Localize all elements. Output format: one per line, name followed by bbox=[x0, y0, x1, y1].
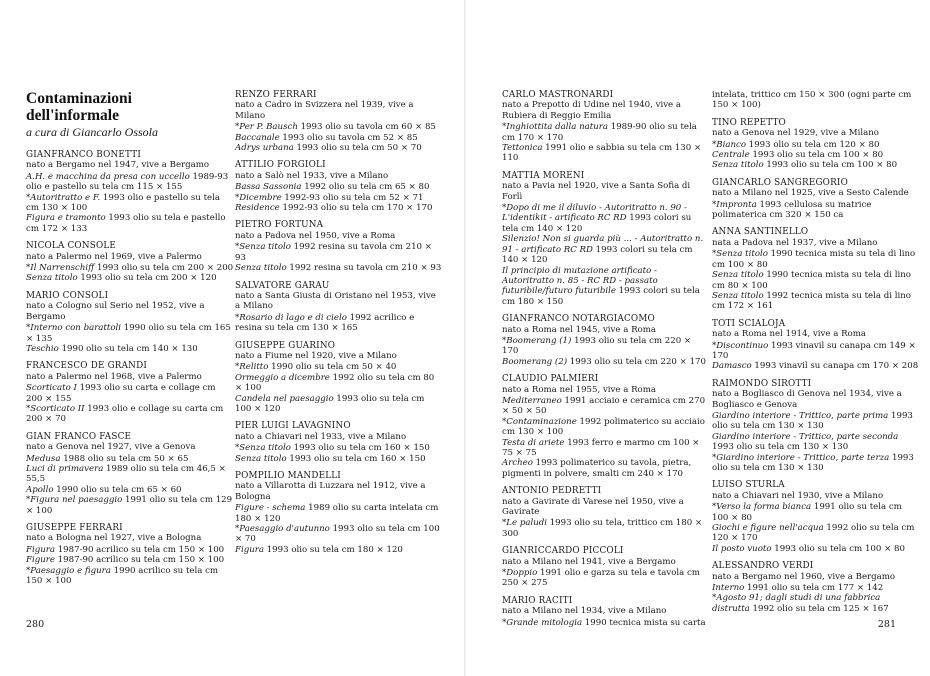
artist-name: MARIO CONSOLI bbox=[26, 290, 109, 301]
artwork-title: *Giardino interiore - Trittico, parte terza bbox=[712, 452, 890, 463]
artwork-title: *Agosto 91; dagli studi di una fabbrica distrutta bbox=[712, 593, 881, 614]
artwork-title: Mediterraneo bbox=[502, 395, 562, 406]
artwork-line bbox=[712, 270, 920, 291]
artwork-details: 1988 olio su tela cm 50 × 65 bbox=[60, 453, 189, 464]
column-4 bbox=[712, 90, 920, 621]
artwork-title: *Discontinuo bbox=[712, 340, 769, 351]
artwork-details: 1991 olio su tela cm 100 × 80 bbox=[712, 502, 902, 523]
artwork-details: 1990 olio su tela cm 50 × 40 bbox=[268, 362, 397, 373]
artwork-line bbox=[712, 249, 920, 270]
artwork-title: *Senza titolo bbox=[712, 249, 768, 260]
artwork-line bbox=[26, 485, 234, 495]
artist-bio: nato a Bergamo nel 1947, vive a Bergamo bbox=[26, 160, 210, 171]
artist-entry bbox=[502, 171, 710, 307]
artist-entry bbox=[502, 596, 710, 628]
artist-entry bbox=[712, 227, 920, 311]
artwork-details: 1993 olio su tela cm 50 × 70 bbox=[293, 143, 422, 154]
artist-name: GIAN FRANCO FASCE bbox=[26, 431, 132, 442]
artwork-title: *Le paludi bbox=[502, 518, 547, 529]
artwork-title: *Inghiottita dalla natura bbox=[502, 122, 609, 133]
artwork-title: *Senza titolo bbox=[235, 443, 291, 454]
artwork-details: 1990 tecnica mista su carta bbox=[582, 617, 706, 628]
artwork-title: Silenzio! Non si guarda più ... - Autoritratto n. 91 - artificato RC RD bbox=[502, 234, 704, 255]
artwork-details: 1990 tecnica mista su tela di lino cm 80 × 100 bbox=[712, 270, 911, 291]
artwork-title: Figure - schema bbox=[235, 503, 306, 514]
artwork-title: Teschio bbox=[26, 343, 59, 354]
artwork-line bbox=[712, 160, 920, 170]
artwork-details: 1993 olio su tela e pastello cm 172 × 133 bbox=[26, 213, 226, 234]
artwork-title: *Paesaggio d'autunno bbox=[235, 524, 330, 535]
artwork-title: Figura e tramonto bbox=[26, 213, 106, 224]
artwork-details: 1993 olio su tela cm 130 × 130 bbox=[712, 452, 914, 473]
artwork-title: *Senza titolo bbox=[235, 242, 291, 253]
artwork-title: Residence bbox=[235, 203, 280, 214]
artwork-line bbox=[712, 150, 920, 160]
artist-name: GIANCARLO SANGREGORIO bbox=[712, 177, 849, 188]
artist-bio: nato a Salò nel 1933, vive a Milano bbox=[235, 170, 389, 181]
artwork-details: 1992-93 olio su tela cm 52 × 71 bbox=[281, 192, 424, 203]
artwork-title: *Impronta bbox=[712, 199, 757, 210]
page-number-right: 281 bbox=[877, 619, 896, 630]
artwork-details: 1993 olio su tavola cm 52 × 85 bbox=[279, 132, 418, 143]
artist-entry bbox=[26, 361, 234, 424]
artist-name: ALESSANDRO VERDI bbox=[712, 561, 814, 572]
artwork-details: 1987-90 acrilico su tela cm 150 × 100 bbox=[54, 544, 225, 555]
artist-name: NICOLA CONSOLE bbox=[26, 241, 117, 252]
artist-entry bbox=[235, 90, 443, 153]
artwork-line bbox=[26, 263, 234, 273]
artwork-line bbox=[712, 140, 920, 150]
column-2 bbox=[235, 90, 443, 562]
artist-name: POMPILIO MANDELLI bbox=[235, 471, 341, 481]
artist-entry bbox=[235, 281, 443, 334]
artwork-title: Medusa bbox=[26, 453, 61, 464]
artwork-title: Apollo bbox=[26, 484, 54, 495]
artwork-title: Giochi e figure nell'acqua bbox=[712, 523, 824, 534]
artwork-line bbox=[26, 495, 234, 516]
artist-name: ANNA SANTINELLO bbox=[712, 227, 809, 238]
artwork-title: Figure bbox=[26, 555, 55, 566]
artist-name: MARIO RACITI bbox=[502, 595, 573, 606]
artwork-details: 1993 olio su tela cm 130 × 130 bbox=[712, 442, 849, 453]
artwork-title: Figura bbox=[235, 544, 264, 555]
artist-entry bbox=[26, 150, 234, 234]
artwork-line bbox=[26, 545, 234, 555]
artist-name: RAIMONDO SIROTTI bbox=[712, 378, 812, 389]
artist-entry bbox=[712, 319, 920, 372]
artwork-title: *Dicembre bbox=[235, 192, 282, 203]
artwork-title: Boomerang (2) bbox=[502, 356, 568, 367]
left-page bbox=[0, 0, 464, 676]
artist-entry bbox=[712, 118, 920, 171]
artwork-line bbox=[712, 341, 920, 362]
artwork-title: A.H. e macchina da presa con uccello bbox=[26, 171, 190, 182]
artwork-title: Senza titolo bbox=[712, 160, 764, 171]
artwork-details: 1993 polimaterico su tavola, pietra, pigmenti in polvere, smalti cm 240 × 170 bbox=[502, 458, 692, 479]
artwork-line bbox=[235, 362, 443, 372]
artwork-line bbox=[712, 593, 920, 614]
artwork-details: 1992 acrilico e resina su tela cm 130 × 165 bbox=[235, 312, 415, 334]
artist-name: RENZO FERRARI bbox=[235, 90, 317, 100]
artwork-line bbox=[235, 242, 443, 263]
continued-text: intelata, trittico cm 150 × 300 (ogni parte cm 150 × 100) bbox=[712, 90, 912, 111]
artwork-line bbox=[235, 373, 443, 394]
artwork-details: 1990 olio su tela cm 140 × 130 bbox=[58, 343, 198, 354]
artwork-details: 1993 olio su tela cm 160 × 150 bbox=[290, 443, 430, 454]
right-page bbox=[466, 0, 930, 676]
artwork-title: Senza titolo bbox=[235, 263, 287, 274]
artwork-line bbox=[712, 361, 920, 371]
artist-name: ANTONIO PEDRETTI bbox=[502, 486, 602, 497]
artist-name: CLAUDIO PALMIERI bbox=[502, 374, 599, 385]
subtitle: a cura di Giancarlo Ossola bbox=[26, 125, 158, 139]
artwork-title: *Per P. Bausch bbox=[235, 122, 298, 133]
artwork-details: 1992-93 olio su tela cm 170 × 170 bbox=[279, 203, 433, 214]
entries-list bbox=[502, 90, 710, 628]
artwork-line bbox=[235, 193, 443, 203]
artist-bio: nato a Santa Giusta di Oristano nel 1953, vive a Milano bbox=[235, 290, 436, 312]
artwork-title: *Boomerang (1) bbox=[502, 335, 572, 346]
artwork-details: 1993 olio su tela cm 180 × 120 bbox=[263, 544, 403, 555]
artwork-line bbox=[712, 432, 920, 453]
column-1 bbox=[26, 90, 234, 593]
artist-bio: nata a Padova nel 1937, vive a Milano bbox=[712, 237, 878, 248]
artwork-title: Interno bbox=[712, 583, 745, 594]
artwork-line bbox=[502, 458, 710, 479]
artwork-line bbox=[712, 411, 920, 432]
entries-list bbox=[26, 150, 234, 586]
artwork-title: Damasco bbox=[712, 361, 752, 372]
artwork-line bbox=[235, 524, 443, 545]
artwork-title: *Grande mitologia bbox=[502, 617, 583, 628]
artwork-line bbox=[502, 122, 710, 143]
artwork-title: Giardino interiore - Trittico, parte prima bbox=[712, 410, 889, 421]
artwork-title: Testa di ariete bbox=[502, 437, 565, 448]
artwork-line bbox=[26, 404, 234, 425]
title-block bbox=[26, 90, 234, 140]
artwork-details: 1991 acciaio e ceramica cm 270 × 50 × 50 bbox=[502, 395, 706, 417]
artist-bio: nato a Genova nel 1927, vive a Genova bbox=[26, 442, 196, 453]
artwork-details: 1992 olio su tela cm 120 × 170 bbox=[712, 523, 915, 544]
artist-entry bbox=[26, 241, 234, 284]
artwork-line bbox=[712, 200, 920, 221]
artwork-details: 1993 colori su tela cm 140 × 120 bbox=[502, 213, 692, 234]
artwork-details: 1993 olio su tela cm 100 × 80 bbox=[763, 160, 898, 171]
artist-name: CARLO MASTRONARDI bbox=[502, 90, 614, 100]
artwork-title: *Rosario di lago e di cielo bbox=[235, 312, 347, 323]
artwork-line bbox=[235, 545, 443, 555]
artwork-details: 1993 colori su tela cm 180 × 150 bbox=[502, 286, 700, 307]
artwork-details: 1992 polimaterico su acciaio cm 130 × 100 bbox=[502, 416, 705, 438]
entries-list bbox=[235, 90, 443, 555]
artist-entry bbox=[26, 432, 234, 516]
artist-bio: nato a Roma nel 1955, vive a Roma bbox=[502, 384, 657, 395]
artist-entry bbox=[502, 486, 710, 539]
artwork-details: 1993 olio e pastello su tela cm 130 × 100 bbox=[26, 192, 220, 214]
artwork-title: Senza titolo bbox=[712, 270, 764, 281]
artwork-line bbox=[235, 443, 443, 453]
artist-entry bbox=[235, 160, 443, 213]
artwork-title: Scorticato I bbox=[26, 383, 77, 394]
artwork-line bbox=[712, 291, 920, 312]
artist-name: GIUSEPPE GUARINO bbox=[235, 340, 336, 351]
artist-entry bbox=[235, 421, 443, 464]
artist-bio: nato a Bergamo nel 1960, vive a Bergamo bbox=[712, 571, 896, 582]
artwork-title: *Bianco bbox=[712, 139, 747, 150]
artist-bio: nato a Cadro in Svizzera nel 1939, vive a Milano bbox=[235, 100, 414, 121]
artist-name: PIETRO FORTUNA bbox=[235, 220, 324, 231]
artist-name: GIANFRANCO NOTARGIACOMO bbox=[502, 314, 655, 325]
artwork-details: 1993 olio su tela cm 100 × 80 bbox=[771, 543, 905, 554]
artist-bio: nato a Roma nel 1945, vive a Roma bbox=[502, 324, 657, 335]
artist-entry bbox=[26, 291, 234, 354]
artwork-details: 1990 olio su tela cm 65 × 60 bbox=[53, 484, 182, 495]
artwork-line bbox=[502, 266, 710, 308]
artist-entry bbox=[712, 178, 920, 221]
artist-bio: nato a Chiavari nel 1930, vive a Milano bbox=[712, 490, 884, 501]
artwork-line bbox=[502, 336, 710, 357]
artwork-line bbox=[502, 396, 710, 417]
artwork-line bbox=[502, 518, 710, 539]
artwork-line bbox=[235, 133, 443, 143]
artist-bio: nato a Cologno sul Serio nel 1952, vive a Bergamo bbox=[26, 301, 205, 322]
artist-bio: nato a Chiavari nel 1933, vive a Milano bbox=[235, 431, 407, 442]
artist-bio: nato a Bologna nel 1927, vive a Bologna bbox=[26, 533, 202, 544]
artwork-line bbox=[235, 203, 443, 213]
artwork-details: 1992 resina su tavola cm 210 × 93 bbox=[286, 263, 442, 274]
artwork-details: 1993 olio su tela cm 120 × 80 bbox=[746, 139, 880, 150]
artwork-details: 1993 vinavil su canapa cm 149 × 170 bbox=[712, 340, 916, 361]
artwork-details: 1989-93 olio e pastello su tela cm 115 × 155 bbox=[26, 171, 229, 193]
artwork-line bbox=[26, 323, 234, 344]
artist-name: LUISO STURLA bbox=[712, 480, 785, 491]
artwork-line bbox=[235, 122, 443, 132]
artwork-line bbox=[235, 313, 443, 334]
artwork-title: Bassa Sassonia bbox=[235, 182, 302, 193]
artist-name: SALVATORE GARAU bbox=[235, 280, 330, 291]
artist-name: TOTI SCIALOJA bbox=[712, 318, 786, 329]
artwork-details: 1993 olio su tela cm 100 × 70 bbox=[235, 524, 440, 545]
artwork-details: 1992 olio su tela cm 80 × 100 bbox=[235, 372, 435, 394]
artist-name: ATTILIO FORGIOLI bbox=[235, 160, 326, 171]
artwork-details: 1993 olio su tela cm 100 × 120 bbox=[235, 393, 425, 414]
artwork-title: Centrale bbox=[712, 150, 750, 161]
artwork-details: 1993 colori su tela cm 140 × 120 bbox=[502, 244, 693, 266]
artwork-line bbox=[502, 417, 710, 438]
artist-bio: nato a Palermo nel 1969, vive a Palermo bbox=[26, 251, 202, 262]
artwork-details: 1993 olio su tela, trittico cm 180 × 300 bbox=[502, 518, 703, 539]
artwork-details: 1989 olio su tela cm 46,5 × 55,5 bbox=[26, 463, 226, 485]
artwork-line bbox=[235, 394, 443, 415]
artist-bio: nato a Genova nel 1929, vive a Milano bbox=[712, 128, 879, 139]
artwork-details: 1989-90 olio su tela cm 170 × 170 bbox=[502, 122, 697, 143]
artwork-title: *Il Narrenschiff bbox=[26, 263, 95, 274]
artwork-line bbox=[712, 453, 920, 474]
artwork-title: Tettonica bbox=[502, 143, 543, 154]
artwork-title: *Autoritratto e F. bbox=[26, 192, 101, 203]
artwork-details: 1990 tecnica mista su tela di lino cm 100 × 80 bbox=[712, 249, 916, 270]
artist-name: GIUSEPPE FERRARI bbox=[26, 523, 123, 533]
artist-entry bbox=[502, 374, 710, 479]
artist-entry bbox=[502, 90, 710, 164]
artwork-line bbox=[235, 503, 443, 524]
artwork-details: 1992 resina su tavola cm 210 × 93 bbox=[235, 242, 432, 263]
artwork-details: 1993 olio su tela cm 220 × 170 bbox=[567, 356, 706, 367]
artist-entry bbox=[712, 480, 920, 554]
artist-entry bbox=[502, 314, 710, 367]
artist-bio: nato a Prepotto di Udine nel 1940, vive a Rubiera di Reggio Emilia bbox=[502, 100, 681, 121]
artwork-details: 1990 acrilico su tela cm 150 × 100 bbox=[26, 565, 219, 587]
artwork-line bbox=[712, 583, 920, 593]
artwork-details: 1993 olio su tela cm 160 × 150 bbox=[286, 453, 426, 464]
artwork-title: *Scorticato II bbox=[26, 403, 85, 414]
artist-name: GIANFRANCO BONETTI bbox=[26, 150, 142, 160]
artwork-title: Baccanale bbox=[235, 132, 280, 143]
artwork-details: 1992 tecnica mista su tela di lino cm 172 × 161 bbox=[712, 290, 911, 312]
artwork-title: Adrys urbana bbox=[235, 143, 294, 154]
artwork-line bbox=[26, 172, 234, 193]
artwork-line bbox=[502, 568, 710, 589]
artist-name: PIER LUIGI LAVAGNINO bbox=[235, 421, 351, 432]
artist-bio: nato a Roma nel 1914, vive a Roma bbox=[712, 329, 867, 340]
artwork-details: 1991 olio su tela cm 129 × 100 bbox=[26, 495, 233, 516]
artwork-line bbox=[26, 213, 234, 234]
artist-entry bbox=[26, 523, 234, 586]
artwork-title: *Contaminazione bbox=[502, 416, 577, 427]
artwork-details: 1993 vinavil su canapa cm 170 × 208 bbox=[751, 361, 919, 372]
artist-bio: nato a Villarotta di Luzzara nel 1912, vive a Bologna bbox=[235, 481, 426, 502]
artwork-line bbox=[502, 357, 710, 367]
artwork-line bbox=[26, 193, 234, 214]
artwork-details: 1993 olio e collage su carta cm 200 × 70 bbox=[26, 403, 224, 425]
artwork-line bbox=[26, 383, 234, 404]
artwork-details: 1993 olio su tela cm 100 × 80 bbox=[749, 150, 884, 161]
artist-name: FRANCESCO DE GRANDI bbox=[26, 361, 147, 372]
artwork-line bbox=[502, 618, 710, 628]
artwork-title: Archeo bbox=[502, 458, 533, 469]
artwork-title: Luci di primavera bbox=[26, 463, 104, 474]
artwork-details: 1992 olio su tela cm 125 × 167 bbox=[749, 603, 889, 614]
artwork-line bbox=[26, 273, 234, 283]
artwork-title: *Interno con barattoli bbox=[26, 323, 122, 334]
artwork-line bbox=[26, 454, 234, 464]
artist-entry bbox=[502, 546, 710, 589]
artwork-title: Ormeggio a dicembre bbox=[235, 372, 330, 383]
artwork-details: 1993 olio su carta e collage cm 200 × 155 bbox=[26, 383, 216, 404]
artwork-line bbox=[235, 263, 443, 273]
artwork-line bbox=[502, 143, 710, 164]
artwork-details: 1993 cellulosa su matrice polimaterica cm 320 × 150 ca bbox=[712, 199, 872, 221]
artwork-title: *Relitto bbox=[235, 362, 269, 373]
artwork-details: 1993 ferro e marmo cm 100 × 75 × 75 bbox=[502, 437, 700, 458]
artwork-details: 1989 olio su carta intelata cm 180 × 120 bbox=[235, 503, 439, 524]
artist-entry bbox=[712, 561, 920, 614]
column-3 bbox=[502, 90, 710, 635]
artist-bio: nato a Palermo nel 1968, vive a Palermo bbox=[26, 371, 202, 382]
artwork-title: *Doppio bbox=[502, 568, 538, 579]
artwork-details: 1993 olio su tela cm 200 × 200 bbox=[94, 263, 234, 274]
artwork-title: Il principio di mutazione artificato - Autoritratto n. 85 - RC RD - passato futuribile/futuro futuribile bbox=[502, 265, 658, 297]
artwork-title: *Dopo di me il diluvio - Autoritratto n. 90 - L'identikit - artificato RC RD bbox=[502, 203, 687, 224]
artwork-details: 1993 olio su tela cm 130 × 130 bbox=[712, 410, 913, 432]
page-number-left: 280 bbox=[26, 619, 45, 630]
artwork-line bbox=[712, 523, 920, 544]
artwork-title: Senza titolo bbox=[235, 453, 287, 464]
artist-bio: nato a Milano nel 1925, vive a Sesto Calende bbox=[712, 188, 909, 199]
artist-name: GIANRICCARDO PICCOLI bbox=[502, 546, 624, 557]
artwork-details: 1993 olio su tela cm 200 × 120 bbox=[77, 273, 217, 284]
artwork-line bbox=[502, 203, 710, 234]
artwork-title: Giardino interiore - Trittico, parte seconda bbox=[712, 431, 899, 442]
artwork-line bbox=[26, 566, 234, 587]
artwork-title: *Figura nel paesaggio bbox=[26, 495, 123, 506]
artwork-line bbox=[235, 143, 443, 153]
artist-bio: nato a Pavia nel 1920, vive a Santa Sofia di Forlì bbox=[502, 181, 691, 202]
artwork-line bbox=[26, 344, 234, 354]
artwork-line bbox=[502, 438, 710, 459]
entries-list bbox=[712, 118, 920, 614]
artwork-line bbox=[235, 182, 443, 192]
artist-name: MATTIA MORENI bbox=[502, 170, 585, 181]
artwork-line bbox=[712, 544, 920, 554]
artist-entry bbox=[235, 341, 443, 415]
artwork-title: *Paesaggio e figura bbox=[26, 565, 111, 576]
artwork-title: Candela nel paesaggio bbox=[235, 393, 334, 404]
artwork-details: 1993 olio su tela cm 220 × 170 bbox=[502, 335, 692, 357]
artist-bio: nato a Milano nel 1941, vive a Bergamo bbox=[502, 556, 676, 567]
artwork-details: 1993 olio su tavola cm 60 × 85 bbox=[297, 122, 436, 133]
artist-bio: nato a Gavirate di Varese nel 1950, vive a Gavirate bbox=[502, 496, 684, 518]
artwork-details: 1991 olio su tela cm 177 × 142 bbox=[744, 583, 884, 594]
artwork-title: Senza titolo bbox=[712, 290, 764, 301]
artwork-title: Figura bbox=[26, 544, 55, 555]
artwork-line bbox=[26, 555, 234, 565]
artwork-details: 1991 olio e garza su tela e tavola cm 250 × 275 bbox=[502, 568, 700, 589]
artwork-line bbox=[235, 454, 443, 464]
artist-bio: nato a Bogliasco di Genova nel 1934, vive a Bogliasco e Genova bbox=[712, 389, 902, 410]
title-line-1: Contaminazioni bbox=[26, 90, 132, 107]
artwork-line bbox=[712, 502, 920, 523]
artist-entry bbox=[712, 379, 920, 474]
artwork-title: *Verso la forma bianca bbox=[712, 502, 812, 513]
artist-bio: nato a Fiume nel 1920, vive a Milano bbox=[235, 350, 397, 361]
artwork-title: Senza titolo bbox=[26, 273, 78, 284]
artwork-line bbox=[502, 234, 710, 265]
artist-bio: nato a Padova nel 1950, vive a Roma bbox=[235, 230, 396, 241]
artwork-details: 1992 olio su tela cm 65 × 80 bbox=[301, 182, 430, 193]
artist-bio: nato a Milano nel 1934, vive a Milano bbox=[502, 606, 667, 617]
artwork-title: Il posto vuoto bbox=[712, 543, 772, 554]
title-line-2: dell'informale bbox=[26, 107, 119, 124]
artist-entry bbox=[235, 471, 443, 555]
artist-name: TINO REPETTO bbox=[712, 117, 786, 128]
artwork-details: 1991 olio e sabbia su tela cm 130 × 110 bbox=[502, 143, 702, 164]
artwork-details: 1987-90 acrilico su tela cm 150 × 100 bbox=[54, 555, 225, 566]
artwork-line bbox=[26, 464, 234, 485]
artwork-details: 1990 olio su tela cm 165 × 135 bbox=[26, 323, 231, 344]
artist-entry bbox=[235, 220, 443, 273]
